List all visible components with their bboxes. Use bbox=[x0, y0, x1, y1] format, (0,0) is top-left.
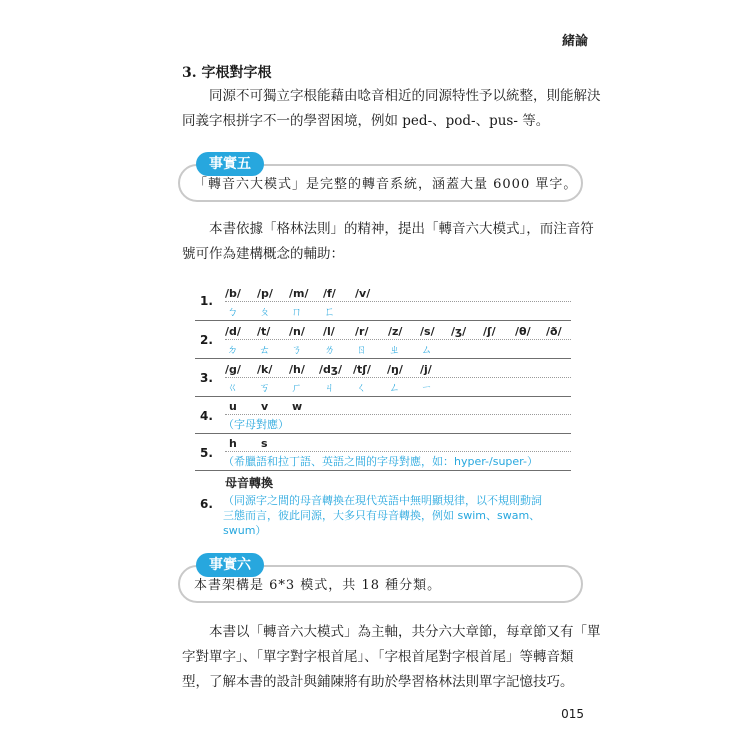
row-number: 2. bbox=[200, 333, 213, 347]
phoneme: /r/ bbox=[355, 325, 369, 338]
fact-six-tag: 事實六 bbox=[196, 553, 264, 577]
zhuyin-symbol: ㄊ bbox=[259, 343, 270, 356]
phoneme: /h/ bbox=[289, 363, 305, 376]
zhuyin-symbol: ㄋ bbox=[291, 343, 302, 356]
phoneme: /ð/ bbox=[546, 325, 562, 338]
zhuyin-symbol: ㄆ bbox=[259, 305, 270, 318]
zhuyin-symbol: ㄑ bbox=[356, 381, 367, 394]
phoneme: /m/ bbox=[289, 287, 309, 300]
section-paragraph bbox=[182, 84, 601, 134]
zhuyin-symbol: ㄇ bbox=[291, 305, 302, 318]
zhuyin-symbol: ㄓ bbox=[389, 343, 400, 356]
phoneme: /tʃ/ bbox=[353, 363, 371, 376]
phoneme: /j/ bbox=[420, 363, 432, 376]
phoneme: /l/ bbox=[323, 325, 335, 338]
zhuyin-symbol: ㄧ bbox=[421, 381, 432, 394]
dotted-divider bbox=[225, 339, 571, 340]
phoneme: /ʃ/ bbox=[483, 325, 496, 338]
phoneme: /v/ bbox=[355, 287, 371, 300]
table-row bbox=[195, 434, 571, 471]
phoneme: /b/ bbox=[225, 287, 241, 300]
row-note: （字母對應） bbox=[223, 418, 289, 431]
row-title: 母音轉換 bbox=[225, 476, 274, 490]
row-note-line: （同源字之間的母音轉換在現代英語中無明顯規律，以不規則動詞 bbox=[223, 494, 542, 507]
row-note-line: 三態而言，彼此同源，大多只有母音轉換，例如 swim、swam、 bbox=[223, 509, 541, 522]
zhuyin-symbol: ㄈ bbox=[324, 305, 335, 318]
paragraph-line: 型，了解本書的設計與鋪陳將有助於學習格林法則單字記憶技巧。 bbox=[182, 674, 574, 690]
phoneme: /k/ bbox=[257, 363, 273, 376]
dotted-divider bbox=[225, 414, 571, 415]
phoneme: /s/ bbox=[420, 325, 435, 338]
row-note-line: swum） bbox=[223, 524, 267, 537]
fact-five-tag: 事實五 bbox=[196, 152, 264, 176]
phoneme: /f/ bbox=[323, 287, 336, 300]
letter: u bbox=[229, 400, 237, 413]
letter: v bbox=[261, 400, 269, 413]
table-row bbox=[195, 359, 571, 397]
phoneme: /dʒ/ bbox=[319, 363, 342, 376]
zhuyin-symbol: ㄐ bbox=[324, 381, 335, 394]
dotted-divider bbox=[225, 451, 571, 452]
paragraph-line: 本書以「轉音六大模式」為主軸，共分六大章節，每章節又有「單 bbox=[209, 624, 601, 640]
page-number: 015 bbox=[561, 707, 584, 721]
section-heading: 3. 字根對字根 bbox=[182, 65, 272, 81]
paragraph-line: 同義字根拼字不一的學習困境，例如 ped-、pod-、pus- 等。 bbox=[182, 113, 550, 129]
sound-shift-table bbox=[195, 282, 571, 535]
zhuyin-symbol: ㄍ bbox=[227, 381, 238, 394]
phoneme: /θ/ bbox=[515, 325, 531, 338]
row-number: 3. bbox=[200, 371, 213, 385]
phoneme: /z/ bbox=[388, 325, 403, 338]
zhuyin-symbol: ㄎ bbox=[259, 381, 270, 394]
paragraph-line: 號可作為建構概念的輔助： bbox=[182, 246, 344, 262]
row-number: 4. bbox=[200, 409, 213, 423]
zhuyin-symbol: ㄥ bbox=[389, 381, 400, 394]
phoneme: /ŋ/ bbox=[387, 363, 403, 376]
table-row bbox=[195, 321, 571, 359]
fact-five-text: 「轉音六大模式」是完整的轉音系統，涵蓋大量 6000 單字。 bbox=[194, 177, 578, 192]
chapter-label: 緒論 bbox=[561, 34, 588, 49]
phoneme: /p/ bbox=[257, 287, 273, 300]
table-row bbox=[195, 471, 571, 535]
table-row bbox=[195, 397, 571, 434]
paragraph-line: 同源不可獨立字根能藉由唸音相近的同源特性予以統整，則能解決 bbox=[209, 88, 601, 104]
row-number: 6. bbox=[200, 497, 213, 511]
row-number: 1. bbox=[200, 294, 213, 308]
table-row bbox=[195, 282, 571, 321]
row-note: （希臘語和拉丁語、英語之間的字母對應，如：hyper-/super-） bbox=[223, 455, 538, 468]
zhuyin-symbol: ㄅ bbox=[227, 305, 238, 318]
zhuyin-symbol: ㄉ bbox=[227, 343, 238, 356]
letter: s bbox=[261, 437, 268, 450]
paragraph-line: 本書依據「格林法則」的精神，提出「轉音六大模式」，而注音符 bbox=[209, 221, 594, 237]
zhuyin-symbol: ㄌ bbox=[324, 343, 335, 356]
zhuyin-symbol: ㄖ bbox=[356, 343, 367, 356]
dotted-divider bbox=[225, 377, 571, 378]
letter: w bbox=[292, 400, 303, 413]
dotted-divider bbox=[225, 301, 571, 302]
zhuyin-symbol: ㄙ bbox=[421, 343, 432, 356]
phoneme: /ʒ/ bbox=[451, 325, 467, 338]
zhuyin-symbol: ㄏ bbox=[291, 381, 302, 394]
intro-paragraph bbox=[182, 217, 594, 267]
phoneme: /g/ bbox=[225, 363, 241, 376]
closing-paragraph bbox=[182, 620, 601, 695]
paragraph-line: 字對單字」、「單字對字根首尾」、「字根首尾對字根首尾」等轉音類 bbox=[182, 649, 574, 665]
phoneme: /n/ bbox=[289, 325, 305, 338]
phoneme: /d/ bbox=[225, 325, 241, 338]
phoneme: /t/ bbox=[257, 325, 271, 338]
fact-six-text: 本書架構是 6*3 模式，共 18 種分類。 bbox=[194, 578, 442, 593]
row-number: 5. bbox=[200, 446, 213, 460]
letter: h bbox=[229, 437, 237, 450]
